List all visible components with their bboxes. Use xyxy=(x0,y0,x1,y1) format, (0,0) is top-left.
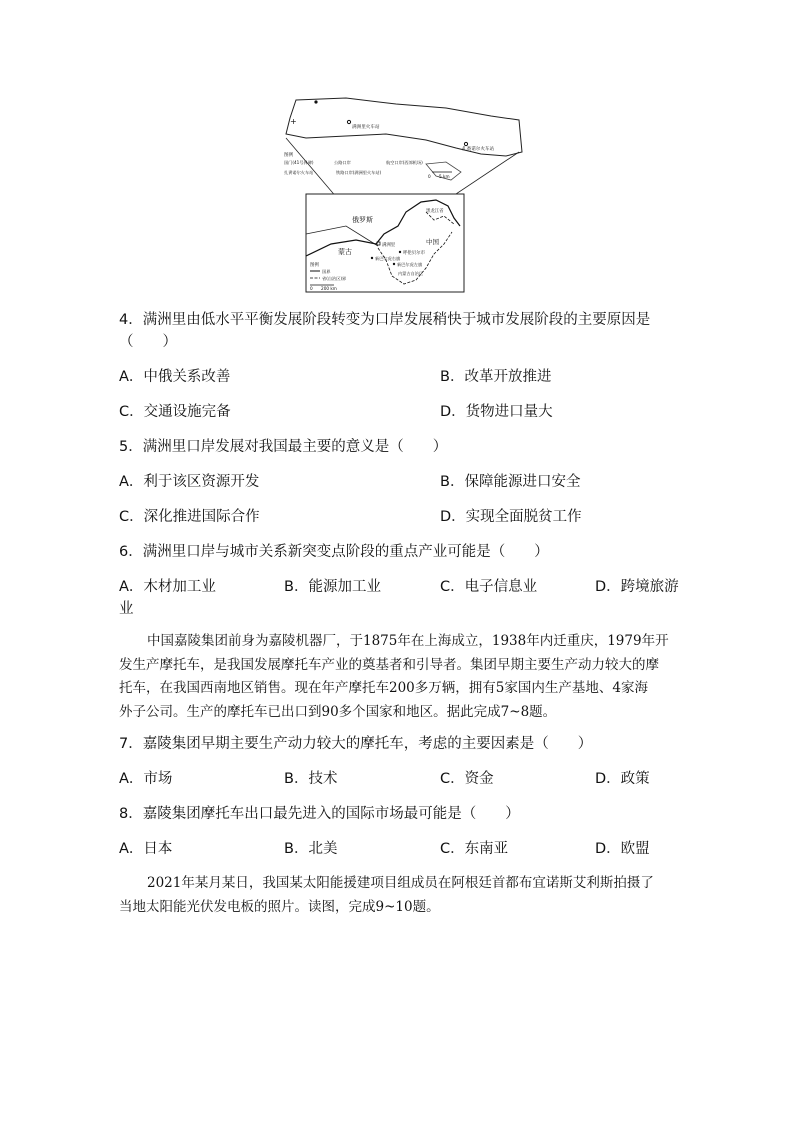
question-7-option-b: B．技术 xyxy=(284,771,338,787)
question-6-option-d-wrap: 业 xyxy=(119,601,134,617)
passage-jialing-line-1: 中国嘉陵集团前身为嘉陵机器厂，于1875年在上海成立，1938年内迁重庆，1979年开 xyxy=(147,633,669,649)
top-scale-label: 0 5 km xyxy=(428,174,450,179)
zhalainuoer-station-label: 扎赉诺尔火车站 xyxy=(462,147,495,152)
question-4-option-d: D．货物进口量大 xyxy=(440,404,553,420)
hulunbuir-label: 呼伦贝尔市 xyxy=(403,251,425,256)
question-5-option-d: D．实现全面脱贫工作 xyxy=(440,509,582,525)
passage-solar xyxy=(119,872,679,919)
question-4-stem: 4．满洲里由低水平平衡发展阶段转变为口岸发展稍快于城市发展阶段的主要原因是 xyxy=(119,312,651,328)
question-4-option-a: A．中俄关系改善 xyxy=(119,369,231,385)
passage-jialing xyxy=(119,630,679,724)
question-4-option-b: B．改革开放推进 xyxy=(440,369,552,385)
heilongjiang-label: 黑龙江省 xyxy=(426,209,444,214)
question-6-option-d: D．跨境旅游 xyxy=(595,579,679,595)
main-scale-label: 0 200 km xyxy=(310,286,337,291)
question-7-option-c: C．资金 xyxy=(440,771,494,787)
manzhouli-label: 满洲里 xyxy=(382,243,396,248)
xinbaerhu-left-marker xyxy=(393,263,395,265)
manzhouli-station-marker xyxy=(347,120,350,123)
manzhouli-location-map xyxy=(276,94,526,294)
main-legend-border: 国界 xyxy=(322,269,331,274)
question-7-option-a: A．市场 xyxy=(119,771,173,787)
question-8-stem: 8．嘉陵集团摩托车出口最先进入的国际市场最可能是（ ） xyxy=(119,806,520,822)
top-legend-zhalainuoer: 扎赉诺尔火车站 xyxy=(284,170,314,175)
question-7-stem: 7．嘉陵集团早期主要生产动力较大的摩托车，考虑的主要因素是（ ） xyxy=(119,736,593,752)
question-7-option-d: D．政策 xyxy=(595,771,650,787)
zhalainuoer-station-marker xyxy=(464,142,467,145)
passage-jialing-line-2: 发生产摩托车，是我国发展摩托车产业的奠基者和引导者。集团早期主要生产动力较大的摩 xyxy=(119,656,659,673)
question-6-option-a: A．木材加工业 xyxy=(119,579,216,595)
china-label: 中国 xyxy=(426,238,439,246)
mongolia-label: 蒙古 xyxy=(338,248,352,256)
top-legend-gate: 国门(41号界碑) xyxy=(284,160,314,165)
question-5-stem: 5．满洲里口岸发展对我国最主要的意义是（ ） xyxy=(119,439,448,455)
xinbaerhu-left-label: 新巴尔虎左旗 xyxy=(397,262,423,267)
top-legend-rail-port: 铁路口岸(满洲里火车站) xyxy=(336,170,382,175)
question-5-option-c: C．深化推进国际合作 xyxy=(119,509,260,525)
question-5-option-a: A．利于该区资源开发 xyxy=(119,474,260,490)
question-4-stem-blank: （ ） xyxy=(119,334,177,350)
question-6-option-b: B．能源加工业 xyxy=(284,579,381,595)
question-4-option-c: C．交通设施完备 xyxy=(119,404,231,420)
passage-solar-line-2: 当地太阳能光伏发电板的照片。读图，完成9~10题。 xyxy=(119,898,440,915)
question-8-option-c: C．东南亚 xyxy=(440,841,509,857)
main-legend-title: 图例 xyxy=(310,263,319,268)
russia-label: 俄罗斯 xyxy=(352,216,373,224)
question-8-option-b: B．北美 xyxy=(284,841,338,857)
top-legend-road-port: 公路口岸 xyxy=(334,160,351,165)
manzhouli-station-label: 满洲里火车站 xyxy=(352,125,380,130)
passage-jialing-line-3: 托车，在我国西南地区销售。现在年产摩托车200多万辆，拥有5家国内生产基地、4家海 xyxy=(119,680,648,696)
gate-marker xyxy=(314,100,317,103)
question-6-option-c: C．电子信息业 xyxy=(440,579,538,595)
xinbaerhu-right-marker xyxy=(371,257,373,259)
question-6-stem: 6．满洲里口岸与城市关系新突变点阶段的重点产业可能是（ ） xyxy=(119,544,549,560)
top-legend-air-port: 航空口岸(西郊机场) xyxy=(386,160,423,165)
plus-mark: + xyxy=(290,117,297,126)
map-svg xyxy=(276,94,526,294)
question-5-option-b: B．保障能源进口安全 xyxy=(440,474,581,490)
main-legend-province: 省(自治区)界 xyxy=(322,276,347,281)
passage-jialing-line-4: 外子公司。生产的摩托车已出口到90多个国家和地区。据此完成7~8题。 xyxy=(119,703,557,720)
question-8-option-d: D．欧盟 xyxy=(595,841,650,857)
question-8-option-a: A．日本 xyxy=(119,841,173,857)
passage-solar-line-1: 2021年某月某日，我国某太阳能援建项目组成员在阿根廷首都布宜诺斯艾利斯拍摄了 xyxy=(147,875,654,891)
top-legend-title: 图例 xyxy=(284,153,294,158)
hulunbuir-marker xyxy=(399,251,401,253)
inner-mongolia-label: 内蒙古自治区 xyxy=(398,271,424,276)
xinbaerhu-right-label: 新巴尔虎右旗 xyxy=(375,256,401,261)
